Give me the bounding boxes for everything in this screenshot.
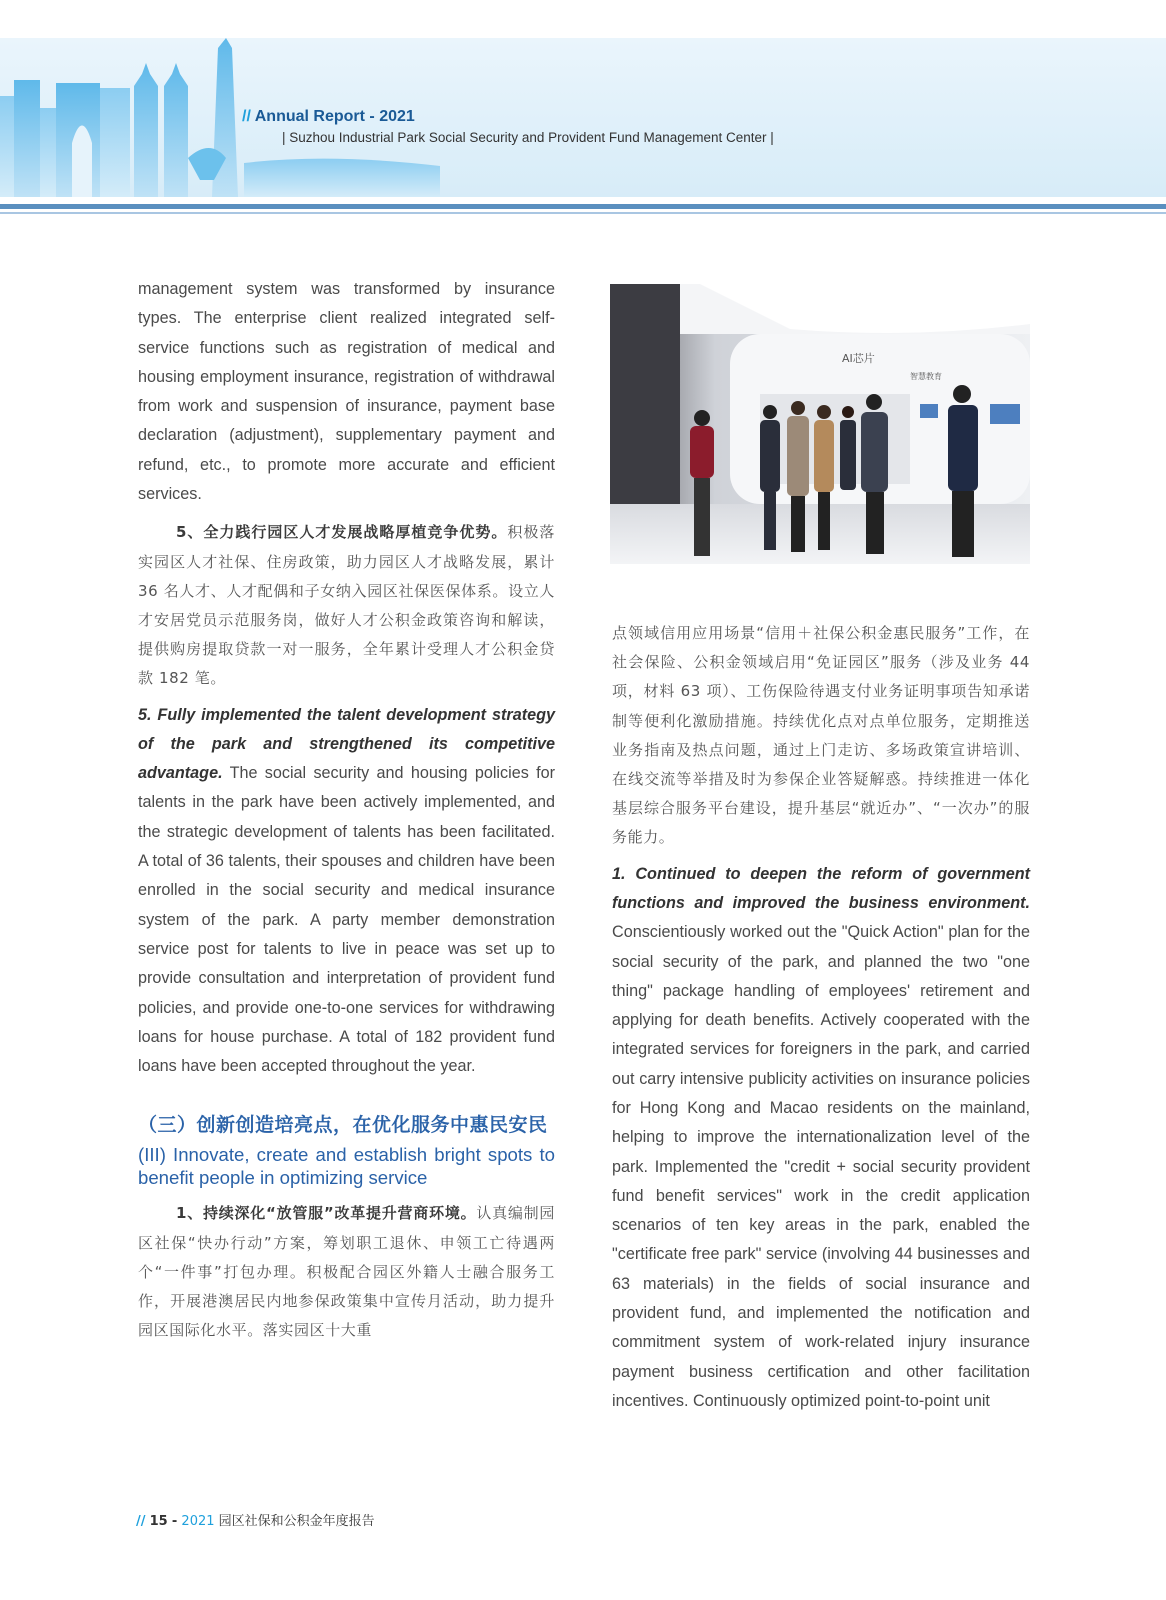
left-paragraph-1: management system was transformed by insurance types. The enterprise client realized integrated self-service functions such as registration of medical and housing employment insurance, registration of withdrawal from work and suspension of insurance, payment base declaration (adjustment), supplementary payment and refund, etc., to promote more accurate and efficient services. bbox=[138, 280, 555, 504]
right-p2-heading: 1. Continued to deepen the reform of government functions and improved the business environment. bbox=[612, 864, 1030, 912]
footer-title: 园区社保和公积金年度报告 bbox=[218, 1514, 375, 1529]
title-text: Annual Report - 2021 bbox=[254, 108, 415, 125]
city-skyline-illustration bbox=[0, 38, 1166, 197]
footer-year: 2021 bbox=[181, 1514, 215, 1529]
right-column bbox=[612, 619, 1030, 1416]
right-paragraph-2-en bbox=[612, 860, 1030, 1417]
section-heading-cn: （三）创新创造培亮点，在优化服务中惠民安民 bbox=[138, 1114, 548, 1137]
header-divider-thin bbox=[0, 212, 1166, 214]
right-p2-body: Conscientiously worked out the "Quick Action" plan for the social security of the park, and planned the two "one thing" package handling of employees' retirement and applying for death benefits. Actively cooperated with the integrated services for foreigners in the park, and carried out carry intensive publicity activities on insurance policies for Hong Kong and Macao residents on the mainland, helping to improve the internationalization level of the park. Implemented the "credit + social security provident fund benefit services" work in the credit application scenarios of ten key areas in the park, enabled the "certificate free park" service (involving 44 businesses and 63 materials) in the fields of social insurance and provident fund, and implemented the notification and commitment system of work-related injury insurance payment business certification and other facilitation incentives. Continuously optimized point-to-point unit bbox=[612, 923, 1030, 1410]
report-title bbox=[242, 108, 415, 126]
photo-sign-smart-education: 智慧教育 bbox=[910, 372, 942, 381]
visit-photo bbox=[610, 284, 1030, 564]
left-paragraph-2-cn bbox=[138, 518, 555, 693]
footer-dash: - bbox=[171, 1514, 178, 1529]
report-header-banner bbox=[0, 38, 1166, 197]
left-column bbox=[138, 275, 555, 1345]
title-slashes: // bbox=[242, 108, 251, 125]
left-paragraph-3-en bbox=[138, 701, 555, 1082]
left-paragraph-4-cn bbox=[138, 1199, 555, 1345]
organization-subtitle: | Suzhou Industrial Park Social Security and Provident Fund Management Center | bbox=[282, 130, 774, 145]
photo-sign-ai-chip: AI芯片 bbox=[842, 352, 875, 365]
header-divider-thick bbox=[0, 204, 1166, 209]
page-number: 15 bbox=[149, 1514, 168, 1529]
left-p3-heading: 5. Fully implemented the talent development strategy of the park and strengthened its competitive advantage. bbox=[138, 705, 555, 783]
left-p4-body: 认真编制园区社保“快办行动”方案，筹划职工退休、申领工亡待遇两个“一件事”打包办理。积极配合园区外籍人士融合服务工作，开展港澳居民内地参保政策集中宣传月活动，助力提升园区国际化水平。落实园区十大重 bbox=[138, 1204, 555, 1340]
page-footer bbox=[136, 1510, 375, 1529]
section-heading-en: (III) Innovate, create and establish bright spots to benefit people in optimizing service bbox=[138, 1144, 555, 1189]
left-p4-heading: 1、持续深化“放管服”改革提升营商环境。 bbox=[176, 1204, 477, 1223]
footer-slashes: // bbox=[136, 1514, 146, 1529]
left-p2-body: 积极落实园区人才社保、住房政策，助力园区人才战略发展，累计 36 名人才、人才配偶和子女纳入园区社保医保体系。设立人才安居党员示范服务岗，做好人才公积金政策咨询和解读，提供购房提取贷款一对一服务，全年累计受理人才公积金贷款 182 笔。 bbox=[138, 523, 555, 688]
left-p3-body: The social security and housing policies for talents in the park have been actively implemented, and the strategic development of talents has been facilitated. A total of 36 talents, their spouses and children have been enrolled in the social security and medical insurance system of the park. A party member demonstration service post for talents to live in peace was set up to provide consultation and interpretation of provident fund policies, and provide one-to-one services for withdrawing loans for house purchase. A total of 182 provident fund loans have been accepted throughout the year. bbox=[138, 764, 555, 1076]
right-paragraph-1-cn: 点领域信用应用场景“信用＋社保公积金惠民服务”工作，在社会保险、公积金领域启用“免证园区”服务（涉及业务 44 项，材料 63 项）、工伤保险待遇支付业务证明事项告知承诺制等便利化激励措施。持续优化点对点单位服务，定期推送业务指南及热点问题，通过上门走访、多场政策宣讲培训、在线交流等举措及时为参保企业答疑解惑。持续推进一体化基层综合服务平台建设，提升基层“就近办”、“一次办”的服务能力。 bbox=[612, 624, 1030, 847]
left-p2-heading: 5、全力践行园区人才发展战略厚植竞争优势。 bbox=[176, 523, 508, 542]
